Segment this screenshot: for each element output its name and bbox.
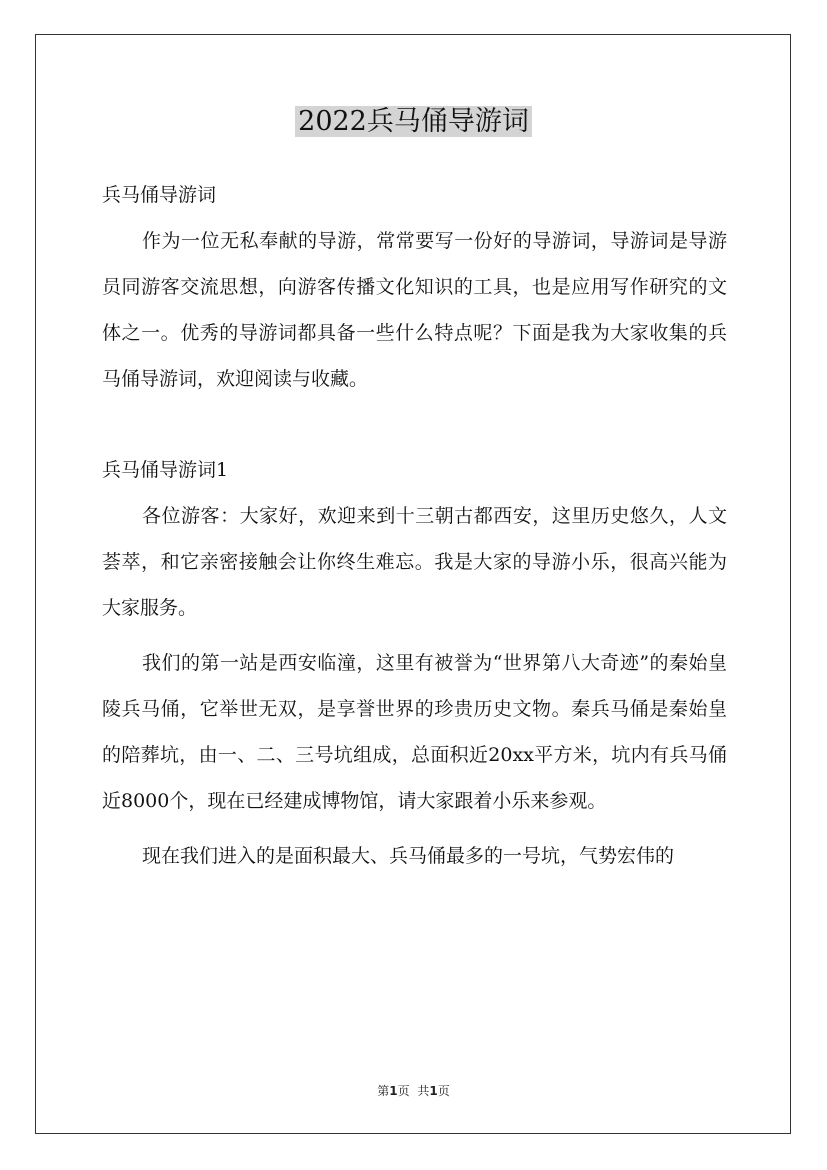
footer-total-pages: 1 [429, 1084, 438, 1098]
footer-total-suffix: 页 [437, 1084, 450, 1098]
page-footer [0, 1083, 827, 1099]
section-1-paragraph-2: 我们的第一站是西安临潼，这里有被誉为“世界第八大奇迹”的秦始皇陵兵马俑，它举世无双，是享誉世界的珍贵历史文物。秦兵马俑是秦始皇的陪葬坑，由一、二、三号坑组成，总面积近20xx平方米，坑内有兵马俑近8000个，现在已经建成博物馆，请大家跟着小乐来参观。 [102, 652, 727, 812]
footer-prefix: 第 [377, 1084, 390, 1098]
section-1-heading: 兵马俑导游词1 [102, 459, 229, 481]
section-1-paragraph-1: 各位游客：大家好，欢迎来到十三朝古都西安，这里历史悠久，人文荟萃，和它亲密接触会让你终生难忘。我是大家的导游小乐，很高兴能为大家服务。 [102, 505, 727, 619]
section-1-paragraph-3: 现在我们进入的是面积最大、兵马俑最多的一号坑，气势宏伟的 [142, 845, 675, 867]
footer-page-word: 页 [397, 1084, 410, 1098]
document-body [102, 172, 727, 888]
section-gap [102, 411, 727, 447]
footer-total-prefix: 共 [417, 1084, 430, 1098]
document-title-text: 2022兵马俑导游词 [295, 106, 532, 137]
intro-paragraph: 作为一位无私奉献的导游，常常要写一份好的导游词，导游词是导游员同游客交流思想，向游客传播文化知识的工具，也是应用写作研究的文体之一。优秀的导游词都具备一些什么特点呢？下面是我为大家收集的兵马俑导游词，欢迎阅读与收藏。 [102, 230, 727, 390]
document-heading: 兵马俑导游词 [102, 184, 217, 206]
document-title [0, 100, 827, 144]
footer-current-page: 1 [389, 1084, 398, 1098]
